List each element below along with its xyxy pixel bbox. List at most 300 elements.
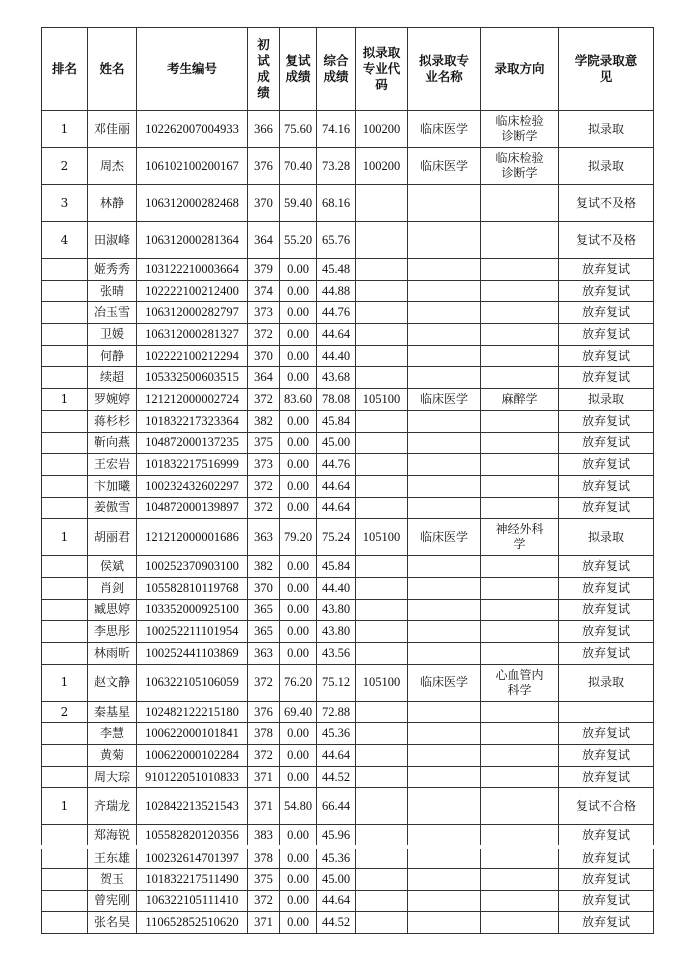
retest-score-cell: 59.40 [280, 185, 317, 222]
major-code-cell [356, 745, 408, 767]
major-name-cell [408, 367, 481, 389]
exam-id-cell: 101832217511490 [137, 868, 248, 890]
major-name-cell [408, 621, 481, 643]
major-code-cell [356, 454, 408, 476]
direction-cell [481, 475, 559, 497]
total-score-cell: 44.52 [317, 766, 356, 788]
name-cell: 李思彤 [88, 621, 137, 643]
initial-score-cell: 382 [248, 410, 280, 432]
exam-id-cell: 106322105106059 [137, 664, 248, 701]
retest-score-cell: 0.00 [280, 847, 317, 869]
major-name-cell [408, 788, 481, 825]
retest-score-cell: 0.00 [280, 912, 317, 934]
retest-score-cell: 0.00 [280, 599, 317, 621]
direction-cell [481, 367, 559, 389]
direction-cell [481, 556, 559, 578]
initial-score-cell: 375 [248, 868, 280, 890]
initial-score-cell: 364 [248, 222, 280, 259]
total-score-cell: 43.80 [317, 621, 356, 643]
initial-score-cell: 372 [248, 890, 280, 912]
initial-score-cell: 376 [248, 701, 280, 723]
retest-score-cell: 75.60 [280, 111, 317, 148]
name-cell: 郑海锐 [88, 825, 137, 847]
major-code-cell [356, 723, 408, 745]
exam-id-cell: 101832217323364 [137, 410, 248, 432]
exam-id-cell: 105582820120356 [137, 825, 248, 847]
opinion-cell: 拟录取 [559, 519, 654, 556]
name-cell: 周杰 [88, 148, 137, 185]
initial-score-cell: 363 [248, 643, 280, 665]
exam-id-cell: 101832217516999 [137, 454, 248, 476]
table-row [42, 912, 654, 934]
opinion-cell: 放弃复试 [559, 556, 654, 578]
name-cell: 林雨昕 [88, 643, 137, 665]
exam-id-cell: 102262007004933 [137, 111, 248, 148]
header-exam-id: 考生编号 [137, 28, 248, 111]
header-initial-score: 初试成绩 [248, 28, 280, 111]
total-score-cell: 44.52 [317, 912, 356, 934]
exam-id-cell: 100622000101841 [137, 723, 248, 745]
name-cell: 臧思婷 [88, 599, 137, 621]
initial-score-cell: 374 [248, 280, 280, 302]
table-row [42, 222, 654, 259]
table-row [42, 766, 654, 788]
major-name-cell [408, 723, 481, 745]
major-code-cell: 105100 [356, 664, 408, 701]
retest-score-cell: 55.20 [280, 222, 317, 259]
header-major-name: 拟录取专业名称 [408, 28, 481, 111]
direction-cell: 麻醉学 [481, 389, 559, 411]
rank-cell [42, 745, 88, 767]
initial-score-cell: 371 [248, 788, 280, 825]
name-cell: 李慧 [88, 723, 137, 745]
retest-score-cell: 83.60 [280, 389, 317, 411]
total-score-cell: 73.28 [317, 148, 356, 185]
exam-id-cell: 106102100200167 [137, 148, 248, 185]
opinion-cell: 放弃复试 [559, 643, 654, 665]
retest-score-cell: 0.00 [280, 643, 317, 665]
major-code-cell [356, 185, 408, 222]
major-code-cell [356, 280, 408, 302]
name-cell: 王宏岩 [88, 454, 137, 476]
exam-id-cell: 105582810119768 [137, 577, 248, 599]
direction-cell [481, 825, 559, 847]
exam-id-cell: 106312000282468 [137, 185, 248, 222]
major-code-cell [356, 890, 408, 912]
initial-score-cell: 373 [248, 454, 280, 476]
exam-id-cell: 121212000002724 [137, 389, 248, 411]
retest-score-cell: 0.00 [280, 868, 317, 890]
major-name-cell [408, 868, 481, 890]
opinion-cell: 放弃复试 [559, 577, 654, 599]
major-code-cell [356, 222, 408, 259]
retest-score-cell: 0.00 [280, 745, 317, 767]
rank-cell [42, 868, 88, 890]
direction-cell: 临床检验诊断学 [481, 111, 559, 148]
total-score-cell: 44.64 [317, 475, 356, 497]
direction-cell [481, 599, 559, 621]
name-cell: 胡丽君 [88, 519, 137, 556]
major-name-cell [408, 324, 481, 346]
table-row [42, 345, 654, 367]
major-code-cell [356, 497, 408, 519]
initial-score-cell: 371 [248, 912, 280, 934]
major-name-cell: 临床医学 [408, 664, 481, 701]
direction-cell [481, 410, 559, 432]
name-cell: 田淑峰 [88, 222, 137, 259]
rank-cell [42, 475, 88, 497]
table-row [42, 410, 654, 432]
major-code-cell [356, 621, 408, 643]
rank-cell [42, 556, 88, 578]
header-retest-score: 复试成绩 [280, 28, 317, 111]
opinion-cell: 放弃复试 [559, 847, 654, 869]
rank-cell [42, 324, 88, 346]
exam-id-cell: 106322105111410 [137, 890, 248, 912]
total-score-cell: 45.84 [317, 556, 356, 578]
major-name-cell [408, 432, 481, 454]
major-name-cell [408, 497, 481, 519]
major-name-cell [408, 766, 481, 788]
direction-cell [481, 868, 559, 890]
header-rank: 排名 [42, 28, 88, 111]
retest-score-cell: 70.40 [280, 148, 317, 185]
opinion-cell [559, 701, 654, 723]
major-name-cell [408, 577, 481, 599]
retest-score-cell: 79.20 [280, 519, 317, 556]
table-row [42, 788, 654, 825]
exam-id-cell: 100252441103869 [137, 643, 248, 665]
rank-cell [42, 302, 88, 324]
initial-score-cell: 378 [248, 847, 280, 869]
header-opinion: 学院录取意见 [559, 28, 654, 111]
direction-cell [481, 324, 559, 346]
initial-score-cell: 375 [248, 432, 280, 454]
table-row [42, 847, 654, 869]
major-name-cell [408, 280, 481, 302]
initial-score-cell: 366 [248, 111, 280, 148]
opinion-cell: 放弃复试 [559, 302, 654, 324]
exam-id-cell: 100232614701397 [137, 847, 248, 869]
exam-id-cell: 100232432602297 [137, 475, 248, 497]
major-code-cell [356, 345, 408, 367]
exam-id-cell: 121212000001686 [137, 519, 248, 556]
opinion-cell: 放弃复试 [559, 324, 654, 346]
direction-cell [481, 788, 559, 825]
exam-id-cell: 106312000281327 [137, 324, 248, 346]
exam-id-cell: 106312000282797 [137, 302, 248, 324]
rank-cell [42, 345, 88, 367]
direction-cell [481, 621, 559, 643]
major-name-cell [408, 185, 481, 222]
rank-cell: 3 [42, 185, 88, 222]
major-code-cell [356, 577, 408, 599]
total-score-cell: 44.64 [317, 324, 356, 346]
name-cell: 张名昊 [88, 912, 137, 934]
rank-cell [42, 643, 88, 665]
total-score-cell: 43.68 [317, 367, 356, 389]
retest-score-cell: 0.00 [280, 723, 317, 745]
opinion-cell: 放弃复试 [559, 497, 654, 519]
major-name-cell [408, 643, 481, 665]
name-cell: 罗婉婷 [88, 389, 137, 411]
retest-score-cell: 0.00 [280, 367, 317, 389]
opinion-cell: 放弃复试 [559, 410, 654, 432]
exam-id-cell: 104872000139897 [137, 497, 248, 519]
major-name-cell: 临床医学 [408, 148, 481, 185]
direction-cell [481, 766, 559, 788]
retest-score-cell: 0.00 [280, 577, 317, 599]
major-name-cell [408, 475, 481, 497]
table-row [42, 621, 654, 643]
name-cell: 侯斌 [88, 556, 137, 578]
name-cell: 贺玉 [88, 868, 137, 890]
exam-id-cell: 102222100212400 [137, 280, 248, 302]
initial-score-cell: 365 [248, 599, 280, 621]
major-name-cell: 临床医学 [408, 389, 481, 411]
total-score-cell: 44.40 [317, 345, 356, 367]
name-cell: 何静 [88, 345, 137, 367]
initial-score-cell: 376 [248, 148, 280, 185]
initial-score-cell: 373 [248, 302, 280, 324]
total-score-cell: 45.36 [317, 847, 356, 869]
initial-score-cell: 372 [248, 664, 280, 701]
opinion-cell: 拟录取 [559, 111, 654, 148]
rank-cell [42, 454, 88, 476]
opinion-cell: 放弃复试 [559, 454, 654, 476]
rank-cell [42, 259, 88, 281]
table-row [42, 577, 654, 599]
rank-cell: 1 [42, 519, 88, 556]
opinion-cell: 拟录取 [559, 389, 654, 411]
retest-score-cell: 0.00 [280, 410, 317, 432]
rank-cell: 2 [42, 148, 88, 185]
table-row [42, 599, 654, 621]
table-row [42, 280, 654, 302]
major-code-cell [356, 367, 408, 389]
initial-score-cell: 371 [248, 766, 280, 788]
major-code-cell [356, 302, 408, 324]
rank-cell [42, 280, 88, 302]
exam-id-cell: 104872000137235 [137, 432, 248, 454]
exam-id-cell: 102842213521543 [137, 788, 248, 825]
rank-cell [42, 912, 88, 934]
rank-cell: 1 [42, 788, 88, 825]
table-row [42, 367, 654, 389]
major-name-cell: 临床医学 [408, 519, 481, 556]
total-score-cell: 74.16 [317, 111, 356, 148]
major-code-cell [356, 410, 408, 432]
initial-score-cell: 382 [248, 556, 280, 578]
retest-score-cell: 0.00 [280, 324, 317, 346]
total-score-cell: 44.88 [317, 280, 356, 302]
opinion-cell: 放弃复试 [559, 345, 654, 367]
admission-table [41, 27, 654, 934]
total-score-cell: 45.00 [317, 432, 356, 454]
rank-cell: 1 [42, 664, 88, 701]
total-score-cell: 44.64 [317, 745, 356, 767]
major-code-cell [356, 847, 408, 869]
opinion-cell: 拟录取 [559, 664, 654, 701]
major-name-cell [408, 259, 481, 281]
name-cell: 冶玉雪 [88, 302, 137, 324]
table-row [42, 324, 654, 346]
initial-score-cell: 372 [248, 389, 280, 411]
rank-cell: 1 [42, 111, 88, 148]
table-row [42, 454, 654, 476]
total-score-cell: 66.44 [317, 788, 356, 825]
major-code-cell [356, 599, 408, 621]
rank-cell [42, 367, 88, 389]
initial-score-cell: 370 [248, 577, 280, 599]
direction-cell [481, 912, 559, 934]
name-cell: 肖剑 [88, 577, 137, 599]
table-row [42, 519, 654, 556]
major-code-cell [356, 324, 408, 346]
exam-id-cell: 103122210003664 [137, 259, 248, 281]
exam-id-cell: 102482122215180 [137, 701, 248, 723]
retest-score-cell: 0.00 [280, 497, 317, 519]
major-name-cell [408, 222, 481, 259]
initial-score-cell: 370 [248, 345, 280, 367]
exam-id-cell: 106312000281364 [137, 222, 248, 259]
name-cell: 姜傲雪 [88, 497, 137, 519]
table-row [42, 148, 654, 185]
opinion-cell: 放弃复试 [559, 745, 654, 767]
total-score-cell: 43.56 [317, 643, 356, 665]
rank-cell [42, 766, 88, 788]
exam-id-cell: 110652852510620 [137, 912, 248, 934]
header-total-score: 综合成绩 [317, 28, 356, 111]
initial-score-cell: 379 [248, 259, 280, 281]
rank-cell [42, 599, 88, 621]
initial-score-cell: 383 [248, 825, 280, 847]
opinion-cell: 放弃复试 [559, 475, 654, 497]
major-code-cell: 105100 [356, 389, 408, 411]
total-score-cell: 45.36 [317, 723, 356, 745]
exam-id-cell: 103352000925100 [137, 599, 248, 621]
opinion-cell: 放弃复试 [559, 367, 654, 389]
retest-score-cell: 0.00 [280, 766, 317, 788]
retest-score-cell: 0.00 [280, 302, 317, 324]
direction-cell [481, 302, 559, 324]
direction-cell [481, 723, 559, 745]
rank-cell [42, 890, 88, 912]
rank-cell [42, 621, 88, 643]
opinion-cell: 复试不及格 [559, 222, 654, 259]
table-row [42, 556, 654, 578]
major-code-cell [356, 868, 408, 890]
direction-cell [481, 454, 559, 476]
major-code-cell [356, 432, 408, 454]
major-code-cell: 105100 [356, 519, 408, 556]
total-score-cell: 45.48 [317, 259, 356, 281]
direction-cell: 神经外科学 [481, 519, 559, 556]
exam-id-cell: 105332500603515 [137, 367, 248, 389]
major-name-cell [408, 847, 481, 869]
header-name: 姓名 [88, 28, 137, 111]
name-cell: 卫媛 [88, 324, 137, 346]
retest-score-cell: 0.00 [280, 621, 317, 643]
direction-cell: 临床检验诊断学 [481, 148, 559, 185]
opinion-cell: 复试不及格 [559, 185, 654, 222]
total-score-cell: 45.84 [317, 410, 356, 432]
total-score-cell: 45.00 [317, 868, 356, 890]
retest-score-cell: 0.00 [280, 280, 317, 302]
rank-cell [42, 577, 88, 599]
direction-cell [481, 185, 559, 222]
direction-cell [481, 280, 559, 302]
rank-cell: 1 [42, 389, 88, 411]
table-row [42, 825, 654, 847]
direction-cell [481, 222, 559, 259]
retest-score-cell: 0.00 [280, 454, 317, 476]
opinion-cell: 放弃复试 [559, 280, 654, 302]
table-row [42, 302, 654, 324]
major-name-cell [408, 454, 481, 476]
rank-cell: 4 [42, 222, 88, 259]
table-row [42, 890, 654, 912]
major-code-cell [356, 701, 408, 723]
exam-id-cell: 100252211101954 [137, 621, 248, 643]
retest-score-cell: 0.00 [280, 345, 317, 367]
header-direction: 录取方向 [481, 28, 559, 111]
direction-cell [481, 432, 559, 454]
total-score-cell: 78.08 [317, 389, 356, 411]
major-code-cell [356, 475, 408, 497]
retest-score-cell: 0.00 [280, 432, 317, 454]
rank-cell [42, 825, 88, 847]
total-score-cell: 72.88 [317, 701, 356, 723]
major-code-cell [356, 643, 408, 665]
initial-score-cell: 378 [248, 723, 280, 745]
retest-score-cell: 76.20 [280, 664, 317, 701]
opinion-cell: 放弃复试 [559, 825, 654, 847]
retest-score-cell: 69.40 [280, 701, 317, 723]
total-score-cell: 68.16 [317, 185, 356, 222]
name-cell: 邓佳丽 [88, 111, 137, 148]
table-row [42, 868, 654, 890]
name-cell: 靳向燕 [88, 432, 137, 454]
major-code-cell [356, 259, 408, 281]
initial-score-cell: 372 [248, 324, 280, 346]
exam-id-cell: 100252370903100 [137, 556, 248, 578]
table-row [42, 389, 654, 411]
direction-cell [481, 745, 559, 767]
rank-cell [42, 410, 88, 432]
major-name-cell [408, 912, 481, 934]
total-score-cell: 44.64 [317, 890, 356, 912]
opinion-cell: 复试不合格 [559, 788, 654, 825]
name-cell: 秦基星 [88, 701, 137, 723]
initial-score-cell: 370 [248, 185, 280, 222]
name-cell: 张晴 [88, 280, 137, 302]
major-code-cell [356, 788, 408, 825]
table-row [42, 259, 654, 281]
name-cell: 曾宪刚 [88, 890, 137, 912]
table-row [42, 497, 654, 519]
total-score-cell: 75.24 [317, 519, 356, 556]
opinion-cell: 放弃复试 [559, 868, 654, 890]
retest-score-cell: 0.00 [280, 825, 317, 847]
header-major-code: 拟录取专业代码 [356, 28, 408, 111]
name-cell: 王东雄 [88, 847, 137, 869]
retest-score-cell: 0.00 [280, 890, 317, 912]
direction-cell [481, 259, 559, 281]
initial-score-cell: 363 [248, 519, 280, 556]
name-cell: 续超 [88, 367, 137, 389]
name-cell: 周大琮 [88, 766, 137, 788]
